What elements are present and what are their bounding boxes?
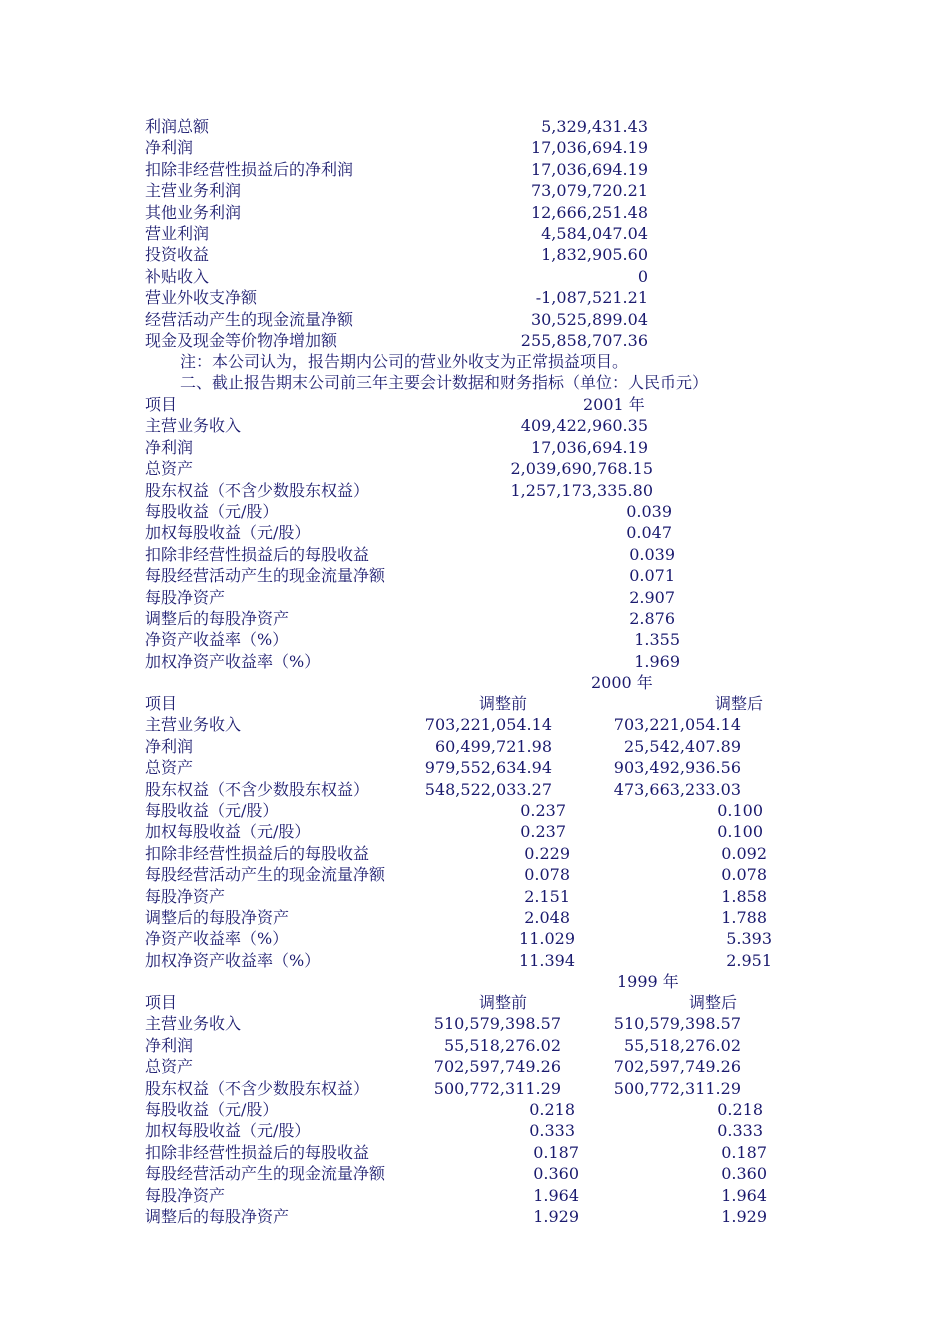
column-header-item: 项目 <box>145 395 178 414</box>
row-value-before: 548,522,033.27 <box>424 779 552 799</box>
row-value: 409,422,960.35 <box>520 416 648 436</box>
row-label: 主营业务收入 <box>145 1014 242 1034</box>
row-label: 每股经营活动产生的现金流量净额 <box>145 566 386 586</box>
row-value-after: 5.393 <box>726 929 772 949</box>
row-value-after: 1.964 <box>721 1185 767 1205</box>
row-label: 股东权益（不含少数股东权益） <box>145 1078 370 1098</box>
row-value-after: 703,221,054.14 <box>613 715 741 735</box>
row-value: 73,079,720.21 <box>530 181 648 201</box>
row-value-after: 0.092 <box>721 843 767 863</box>
column-header-before: 调整前 <box>479 993 528 1012</box>
row-label: 加权净资产收益率（%） <box>145 651 321 671</box>
row-label: 每股净资产 <box>145 886 226 906</box>
row-label: 扣除非经营性损益后的每股收益 <box>145 1142 370 1162</box>
row-label: 股东权益（不含少数股东权益） <box>145 779 370 799</box>
row-value-before: 2.151 <box>524 886 570 906</box>
row-value-after: 500,772,311.29 <box>613 1078 741 1098</box>
row-value-after: 0.360 <box>721 1164 767 1184</box>
row-value-before: 0.218 <box>529 1100 575 1119</box>
row-value: 255,858,707.36 <box>520 331 648 350</box>
row-label: 调整后的每股净资产 <box>145 908 290 927</box>
row-label: 营业外收支净额 <box>145 288 258 308</box>
row-value-before: 979,552,634.94 <box>424 758 552 778</box>
row-value: 2,039,690,768.15 <box>510 459 653 479</box>
row-value-after: 0.078 <box>721 865 767 885</box>
row-value-before: 703,221,054.14 <box>424 715 552 735</box>
row-label: 每股经营活动产生的现金流量净额 <box>145 1164 386 1184</box>
row-value-before: 0.237 <box>520 822 566 842</box>
row-value: 0.071 <box>629 566 675 586</box>
row-label: 扣除非经营性损益后的净利润 <box>145 159 354 179</box>
row-value: 12,666,251.48 <box>530 202 648 222</box>
row-value-after: 903,492,936.56 <box>613 758 741 778</box>
row-label: 主营业务收入 <box>145 416 242 436</box>
row-value-before: 702,597,749.26 <box>433 1057 561 1077</box>
row-label: 每股收益（元/股） <box>145 502 279 521</box>
row-value-after: 702,597,749.26 <box>613 1057 741 1077</box>
row-label: 总资产 <box>145 1057 194 1077</box>
column-header-after: 调整后 <box>715 694 764 713</box>
row-label: 调整后的每股净资产 <box>145 1207 290 1226</box>
row-value-before: 0.333 <box>529 1121 575 1141</box>
column-header-before: 调整前 <box>479 694 528 713</box>
row-label: 净利润 <box>145 1035 194 1055</box>
section-title: 二、截止报告期末公司前三年主要会计数据和财务指标（单位：人民币元） <box>180 373 709 392</box>
row-value-before: 60,499,721.98 <box>434 736 552 756</box>
row-label: 净资产收益率（%） <box>145 630 289 650</box>
row-label: 其他业务利润 <box>145 202 242 222</box>
row-value-after: 1.929 <box>721 1207 767 1226</box>
row-label: 净资产收益率（%） <box>145 929 289 949</box>
row-value-before: 0.229 <box>524 843 570 863</box>
row-value: 1.969 <box>634 651 680 671</box>
row-label: 净利润 <box>145 437 194 457</box>
row-label: 营业利润 <box>145 224 210 243</box>
year-header-2000: 2000 年 <box>591 673 653 692</box>
row-label: 经营活动产生的现金流量净额 <box>145 309 354 329</box>
row-value: 0.047 <box>626 523 672 543</box>
row-value: 1.355 <box>634 630 680 650</box>
row-label: 投资收益 <box>145 245 210 265</box>
row-value: 17,036,694.19 <box>530 138 648 158</box>
row-value-after: 55,518,276.02 <box>623 1035 741 1055</box>
row-label: 净利润 <box>145 736 194 756</box>
row-value: 2.876 <box>629 609 675 628</box>
row-value-after: 0.333 <box>717 1121 763 1141</box>
row-label: 利润总额 <box>145 117 210 136</box>
row-value: 30,525,899.04 <box>530 309 648 329</box>
row-label: 扣除非经营性损益后的每股收益 <box>145 544 370 564</box>
column-header-item: 项目 <box>145 694 178 713</box>
row-value: 4,584,047.04 <box>541 224 648 243</box>
year-header-2001: 2001 年 <box>583 395 645 414</box>
row-value-before: 2.048 <box>524 908 570 927</box>
row-value-before: 1.929 <box>533 1207 579 1226</box>
row-label: 调整后的每股净资产 <box>145 609 290 628</box>
note-text: 注：本公司认为，报告期内公司的营业外收支为正常损益项目。 <box>180 352 629 371</box>
row-value-after: 510,579,398.57 <box>613 1014 741 1034</box>
row-value: 0 <box>637 266 648 286</box>
row-value-after: 0.187 <box>721 1142 767 1162</box>
row-value-before: 0.078 <box>524 865 570 885</box>
row-value-before: 0.237 <box>520 801 566 820</box>
row-label: 总资产 <box>145 758 194 778</box>
row-label: 每股收益（元/股） <box>145 1100 279 1119</box>
row-value-before: 55,518,276.02 <box>443 1035 561 1055</box>
row-value-after: 25,542,407.89 <box>623 736 741 756</box>
row-label: 总资产 <box>145 459 194 479</box>
row-value-after: 2.951 <box>726 950 772 970</box>
row-label: 股东权益（不含少数股东权益） <box>145 480 370 500</box>
row-value-before: 500,772,311.29 <box>433 1078 561 1098</box>
row-value-after: 0.218 <box>717 1100 763 1119</box>
row-value-before: 11.029 <box>519 929 575 949</box>
row-value-after: 0.100 <box>717 822 763 842</box>
row-value-after: 0.100 <box>717 801 763 820</box>
row-label: 净利润 <box>145 138 194 158</box>
column-header-after: 调整后 <box>689 993 738 1012</box>
row-label: 加权每股收益（元/股） <box>145 822 311 842</box>
row-value-before: 11.394 <box>519 950 575 970</box>
row-value: 17,036,694.19 <box>530 437 648 457</box>
row-value: 17,036,694.19 <box>530 159 648 179</box>
year-header-1999: 1999 年 <box>617 972 679 991</box>
row-value: 1,257,173,335.80 <box>510 480 653 500</box>
row-value-before: 1.964 <box>533 1185 579 1205</box>
row-value-after: 1.788 <box>721 908 767 927</box>
row-value: 1,832,905.60 <box>541 245 648 265</box>
row-value: 0.039 <box>629 544 675 564</box>
row-label: 每股净资产 <box>145 1185 226 1205</box>
column-header-item: 项目 <box>145 993 178 1012</box>
row-label: 扣除非经营性损益后的每股收益 <box>145 843 370 863</box>
row-label: 每股经营活动产生的现金流量净额 <box>145 865 386 885</box>
row-value: -1,087,521.21 <box>535 288 648 308</box>
row-value: 2.907 <box>629 587 675 607</box>
row-label: 现金及现金等价物净增加额 <box>145 331 338 350</box>
row-value: 5,329,431.43 <box>541 117 648 136</box>
row-value-before: 0.187 <box>533 1142 579 1162</box>
row-label: 主营业务利润 <box>145 181 242 201</box>
row-value: 0.039 <box>626 502 672 521</box>
row-label: 每股净资产 <box>145 587 226 607</box>
row-label: 加权每股收益（元/股） <box>145 523 311 543</box>
row-value-before: 510,579,398.57 <box>433 1014 561 1034</box>
row-label: 加权净资产收益率（%） <box>145 950 321 970</box>
row-label: 每股收益（元/股） <box>145 801 279 820</box>
row-label: 加权每股收益（元/股） <box>145 1121 311 1141</box>
row-value-after: 1.858 <box>721 886 767 906</box>
row-value-after: 473,663,233.03 <box>613 779 741 799</box>
row-value-before: 0.360 <box>533 1164 579 1184</box>
row-label: 主营业务收入 <box>145 715 242 735</box>
row-label: 补贴收入 <box>145 266 210 286</box>
